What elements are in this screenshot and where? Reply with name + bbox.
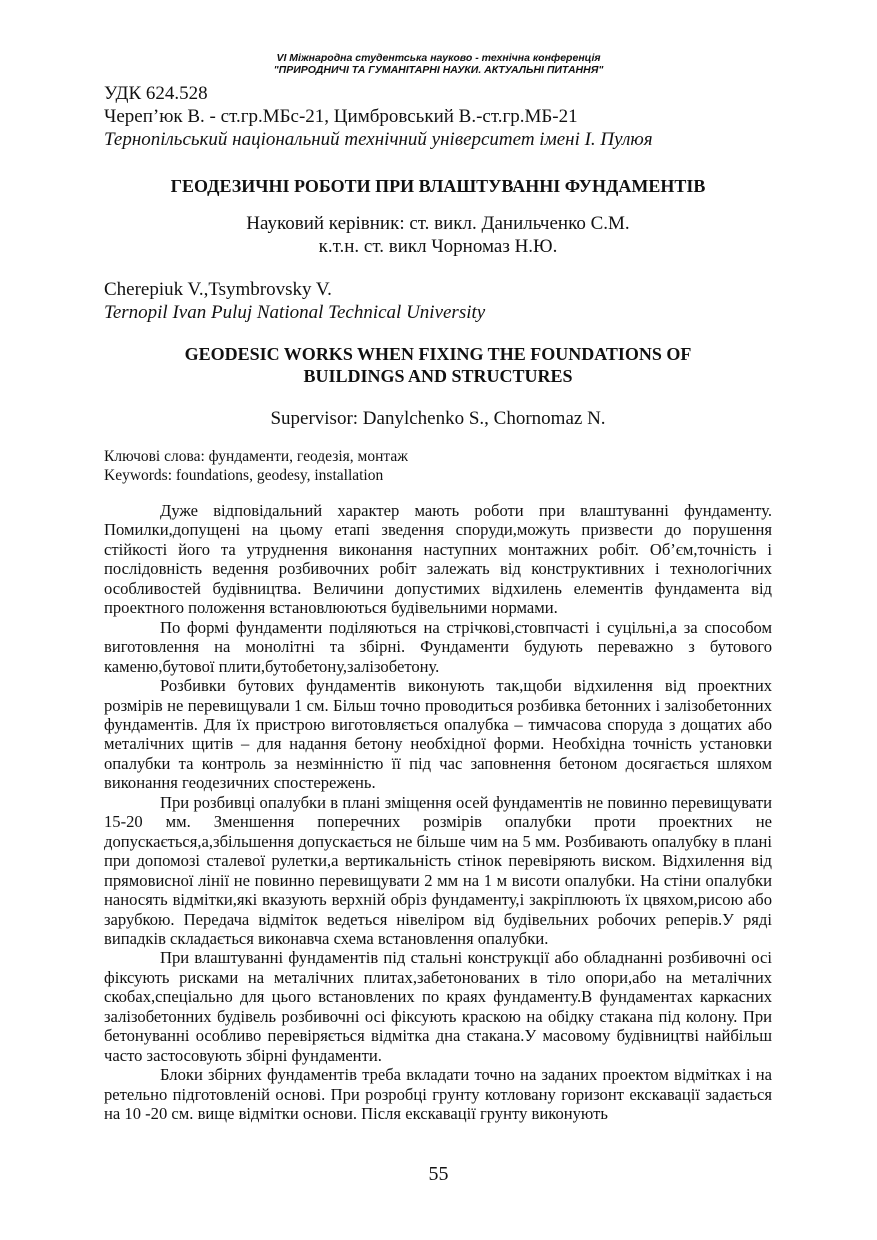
paragraph: Блоки збірних фундаментів треба вкладати точно на заданих проектом відмітках і на ретельно підготовленій основі. При розробці грунту котловану горизонт екскавації задається на 10 -20 см. вище відмітки основи. Після екскавації грунту виконують xyxy=(104,1065,772,1124)
supervisor-en xyxy=(104,407,772,430)
supervisor-ua-line2: к.т.н. ст. викл Чорномаз Н.Ю. xyxy=(318,236,558,257)
supervisor-en-line: Supervisor: Danylchenko S., Chornomaz N. xyxy=(270,408,606,429)
paragraph: При влаштуванні фундаментів під стальні конструкції або обладнанні розбивочні осі фіксують рисками на металічних плитах,забетонованих в тіло опори,або на металічних скобах,спеціально для цього встановлених по краях фундаменту.В фундаментах каркасних залізобетонних будівель розбивочні осі фіксують краскою на обідку стакана під колону. При бетонуванні особливо перевіряється відмітка дна стакана.У масовому будівництві найбільш часто застосовують збірні фундаменти. xyxy=(104,948,772,1065)
paragraph: Дуже відповідальний характер мають роботи при влаштуванні фундаменту. Помилки,допущені на цьому етапі зведення споруди,можуть призвести до порушення стійкості його та утруднення виконання наступних монтажних робіт. Об’єм,точність і послідовність ведення розбивочних робіт залежать від конструктивних і технологічних особливостей будівництва. Величини допустимих відхилень елементів фундамента від проектного положення встановлюються будівельними нормами. xyxy=(104,501,772,618)
title-en-line1: GEODESIC WORKS WHEN FIXING THE FOUNDATIONS OF xyxy=(184,344,692,364)
ua-author-block xyxy=(104,82,772,151)
keywords-ua: Ключові слова: фундаменти, геодезія, монтаж xyxy=(104,448,408,465)
keywords-en: Keywords: foundations, geodesy, installation xyxy=(104,467,384,484)
paragraph: Розбивки бутових фундаментів виконують так,щоби відхилення від проектних розмірів не перевищували 1 см. Більш точно проводиться розбивка бетонних і залізобетонних фундаментів. Для їх пристрою виготовляється опалубка – тимчасова споруда з дощатих або металічних щитів – для надання бетону необхідної форми. Необхідна точність установки опалубки та контроль за незмінністю її під час заповнення бетоном досягається шляхом виконання геодезичних спостережень. xyxy=(104,676,772,793)
paragraph: При розбивці опалубки в плані зміщення осей фундаментів не повинно перевищувати 15-20 мм. Зменшення поперечних розмірів опалубки проти проектних не допускається,а,збільшення допускається не більше чим на 5 мм. Розбивають опалубку в плані при допомозі сталевої рулетки,а вертикальність стінок перевіряють виском. Відхилення від прямовисної лінії не повинно перевищувати 2 мм на 1 м висоти опалубки. На стіни опалубки наносять відмітки,які вказують верхній обріз фундаменту,і закріплюють їх цвяхом,рисою або зарубкою. Передача відміток ведеться нівеліром від будівельних робочих реперів.У ряді випадків складається виконавча схема встановлення опалубки. xyxy=(104,792,772,948)
university-en: Ternopil Ivan Puluj National Technical University xyxy=(104,302,486,323)
supervisor-ua-line1: Науковий керівник: ст. викл. Данильченко С.М. xyxy=(246,213,630,234)
title-en-line2: BUILDINGS AND STRUCTURES xyxy=(303,366,573,386)
title-ua: ГЕОДЕЗИЧНІ РОБОТИ ПРИ ВЛАШТУВАННІ ФУНДАМЕНТІВ xyxy=(170,176,706,196)
paragraph: По формі фундаменти поділяються на стрічкові,стовпчасті і суцільні,а за способом виготовлення на монолітні та збірні. Фундаменти будують переважно з бутового каменю,бутової плити,бутобетону,залізобетону. xyxy=(104,617,772,676)
conference-theme: "ПРИРОДНИЧІ ТА ГУМАНІТАРНІ НАУКИ. АКТУАЛЬНІ ПИТАННЯ" xyxy=(273,64,604,76)
authors-ua: Череп’юк В. - ст.гр.МБс-21, Цимбровський В.-ст.гр.МБ-21 xyxy=(104,106,578,127)
body-text xyxy=(104,501,772,1124)
title-en xyxy=(104,343,772,387)
supervisor-ua xyxy=(104,212,772,258)
conference-header xyxy=(0,52,877,76)
page-number: 55 xyxy=(428,1163,449,1185)
authors-en: Cherepiuk V.,Tsymbrovsky V. xyxy=(104,279,332,300)
udk-code: УДК 624.528 xyxy=(104,83,208,104)
keywords-block xyxy=(104,447,772,485)
university-ua: Тернопільський національний технічний університет імені І. Пулюя xyxy=(104,129,653,150)
en-author-block xyxy=(104,278,772,324)
conference-name: VI Міжнародна студентська науково - технічна конференція xyxy=(276,52,601,64)
